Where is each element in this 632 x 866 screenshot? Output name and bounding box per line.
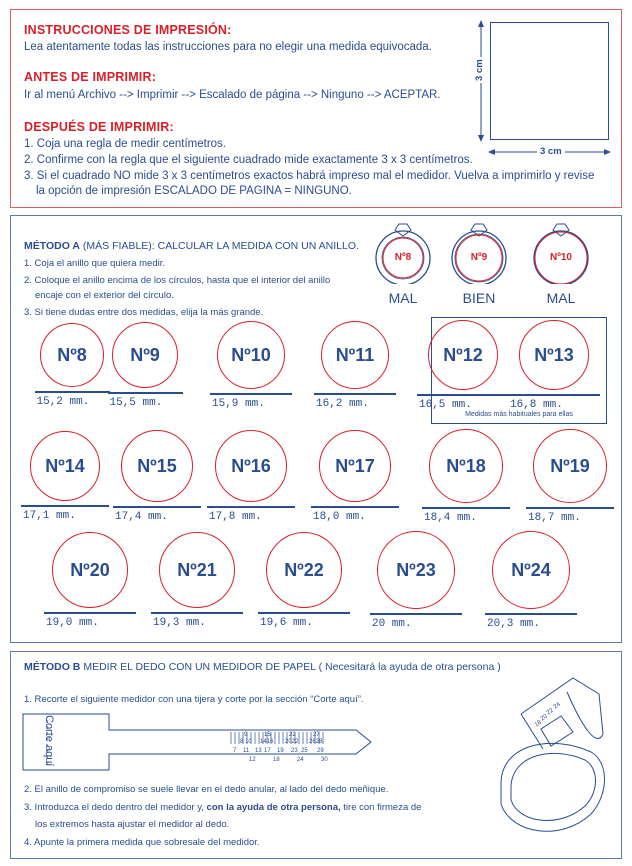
size-circle-n16	[215, 430, 287, 502]
finger-ruler-number: 18	[533, 719, 543, 729]
before-title: ANTES DE IMPRIMIR:	[24, 70, 157, 84]
size-circle-n15	[121, 430, 193, 502]
size-circle-n10	[217, 321, 285, 389]
ruler-number: 24	[297, 757, 304, 763]
size-measure-line	[311, 506, 399, 508]
after-step-3b: la opción de impresión ESCALADO DE PAGINA = NINGUNO.	[36, 185, 352, 197]
ruler-number: 15	[264, 732, 271, 738]
size-measure-line	[314, 393, 396, 395]
size-mm-label: 19,6 mm.	[260, 617, 313, 629]
size-label: Nº24	[511, 559, 551, 580]
size-circle-n12	[428, 320, 498, 390]
size-circle-n21	[159, 532, 235, 608]
method-a-step-3: 3. Si tiene dudas entre dos medidas, elija la más grande.	[24, 307, 264, 318]
size-label: Nº9	[130, 344, 160, 365]
size-label: Nº21	[177, 559, 217, 580]
example-verdict: BIEN	[462, 290, 496, 306]
method-b-title-rest: MEDIR EL DEDO CON UN MEDIDOR DE PAPEL ( Necesitará la ayuda de otra persona )	[80, 661, 501, 673]
method-b-step-3	[24, 802, 421, 813]
ruler-number: 7	[233, 748, 237, 754]
size-mm-label: 18,7 mm.	[528, 512, 581, 524]
size-mm-label: 16,2 mm.	[316, 398, 369, 410]
ruler-number: 23	[291, 748, 298, 754]
after-step-2: 2. Confirme con la regla que el siguiente cuadrado mide exactamente 3 x 3 centímetros.	[24, 154, 473, 166]
size-label: Nº11	[335, 344, 375, 365]
size-label: Nº17	[335, 455, 375, 476]
size-circle-n22	[266, 532, 342, 608]
size-mm-label: 15,2 mm.	[36, 396, 90, 408]
ruler-number: 17	[264, 748, 271, 754]
size-measure-line	[417, 394, 509, 396]
method-b-title	[24, 661, 501, 673]
size-measure-line	[151, 612, 243, 614]
ruler-number: 2628	[309, 739, 323, 745]
example-ring-1	[371, 220, 435, 310]
ruler-number: 9	[244, 732, 248, 738]
size-circle-n13	[519, 320, 589, 390]
paper-measurer	[19, 710, 379, 780]
square-label-vertical: 3 cm	[474, 59, 485, 81]
example-verdict: MAL	[546, 290, 576, 306]
size-label: Nº13	[534, 344, 574, 365]
step3-part-b: con la ayuda de otra persona,	[206, 802, 341, 813]
method-b-panel	[10, 651, 622, 859]
size-measure-line	[485, 613, 577, 615]
method-a-title-rest: (MÁS FIABLE): CALCULAR LA MEDIDA CON UN ANILLO.	[80, 240, 359, 252]
size-label: Nº15	[137, 455, 177, 476]
print-instructions-panel	[10, 9, 622, 208]
size-label: Nº8	[57, 344, 87, 365]
method-a-step-2b: encaje con el exterior del círculo.	[35, 290, 174, 301]
popular-sizes-note: Medidas más habituales para ellas	[465, 411, 573, 418]
ruler-number: 29	[317, 748, 324, 754]
method-b-step-2: 2. El anillo de compromiso se suele llevar en el dedo anular, al lado del dedo meñique.	[24, 784, 389, 795]
finger-ruler-number: 22	[545, 707, 555, 717]
method-b-title-bold: MÉTODO B	[24, 661, 81, 673]
size-measure-line	[44, 612, 136, 614]
size-label: Nº23	[396, 559, 436, 580]
size-circle-n11	[321, 321, 389, 389]
size-measure-line	[258, 612, 350, 614]
size-mm-label: 16,8 mm.	[510, 399, 563, 411]
ruler-number: 25	[301, 748, 308, 754]
before-text: Ir al menú Archivo --> Imprimir --> Escalado de página --> Ninguno --> ACEPTAR.	[24, 89, 441, 101]
size-circle-n8	[40, 323, 104, 387]
ruler-number: 27	[313, 732, 320, 738]
size-measure-line	[526, 507, 614, 509]
ruler-number: 22	[289, 732, 296, 738]
size-circle-n23	[377, 531, 455, 609]
after-step-3: 3. Si el cuadrado NO mide 3 x 3 centímetros exactos habrá impreso mal el medidor. Vuelva a imprimirlo y revise	[24, 170, 595, 182]
size-circle-n9	[112, 322, 178, 388]
size-mm-label: 19,3 mm.	[153, 617, 206, 629]
after-step-1: 1. Coja una regla de medir centímetros.	[24, 138, 226, 150]
size-measure-line	[21, 505, 109, 507]
ruler-number: 1416	[260, 739, 274, 745]
size-circle-n18	[429, 429, 503, 503]
ruler-number: 8 10	[240, 739, 252, 745]
size-mm-label: 19,0 mm.	[46, 617, 99, 629]
method-b-step-4: 4. Apunte la primera medida que sobresale del medidor.	[24, 837, 260, 848]
print-title: INSTRUCCIONES DE IMPRESIÓN:	[24, 23, 232, 37]
size-circle-n19	[533, 429, 607, 503]
step3-part-a: 3. Introduzca el dedo dentro del medidor y,	[24, 802, 207, 813]
size-measure-line	[35, 391, 110, 393]
finger-ruler-number: 24	[552, 701, 562, 711]
size-label: Nº19	[550, 455, 590, 476]
size-measure-line	[508, 394, 600, 396]
square-dimension-arrows	[471, 18, 621, 163]
size-mm-label: 16,5 mm.	[419, 399, 472, 411]
size-mm-label: 15,5 mm.	[109, 397, 163, 409]
ruler-number: 13	[255, 748, 262, 754]
size-circle-n20	[52, 532, 128, 608]
method-a-step-2: 2. Coloque el anillo encima de los círculos, hasta que el interior del anillo	[24, 275, 331, 286]
size-circle-n14	[30, 431, 100, 501]
size-mm-label: 18,4 mm.	[424, 512, 477, 524]
example-ring-label: Nº8	[394, 252, 412, 263]
size-measure-line	[210, 393, 292, 395]
size-measure-line	[422, 507, 510, 509]
size-circle-n24	[492, 531, 570, 609]
size-measure-line	[370, 613, 462, 615]
size-measure-line	[207, 506, 295, 508]
size-label: Nº14	[45, 455, 85, 476]
cut-here-label: Corte aquí	[43, 715, 55, 767]
size-label: Nº10	[231, 344, 271, 365]
size-label: Nº22	[284, 559, 324, 580]
square-label-horizontal: 3 cm	[537, 146, 565, 157]
size-circle-n17	[319, 430, 391, 502]
size-label: Nº16	[231, 455, 271, 476]
example-ring-label: Nº10	[550, 252, 572, 263]
size-measure-line	[113, 506, 201, 508]
finger-measurer-illustration	[481, 674, 621, 854]
method-b-step-3b: los extremos hasta ajustar el medidor al dedo.	[35, 819, 230, 830]
ruler-number: 2022	[285, 739, 299, 745]
size-mm-label: 17,8 mm.	[209, 511, 262, 523]
size-mm-label: 15,9 mm.	[212, 398, 265, 410]
example-ring-2	[447, 220, 511, 310]
method-b-step-1: 1. Recorte el siguiente medidor con una tijera y corte por la sección “Corte aquí”.	[24, 694, 364, 705]
size-mm-label: 18,0 mm.	[313, 511, 366, 523]
size-label: Nº20	[70, 559, 110, 580]
example-ring-3	[529, 220, 593, 310]
method-a-title-bold: MÉTODO A	[24, 240, 81, 252]
example-verdict: MAL	[388, 290, 418, 306]
after-title: DESPUÉS DE IMPRIMIR:	[24, 120, 174, 134]
size-label: Nº18	[446, 455, 486, 476]
ruler-number: 12	[249, 757, 256, 763]
size-measure-line	[108, 392, 183, 394]
step3-part-c: tire con firmeza de	[340, 802, 422, 813]
example-ring-label: Nº9	[470, 252, 488, 263]
size-mm-label: 20 mm.	[372, 618, 412, 630]
size-mm-label: 20,3 mm.	[487, 618, 540, 630]
size-label: Nº12	[443, 344, 483, 365]
print-intro: Lea atentamente todas las instrucciones para no elegir una medida equivocada.	[24, 41, 432, 53]
method-a-panel	[10, 215, 622, 643]
ruler-number: 30	[321, 757, 328, 763]
method-a-step-1: 1. Coja el anillo que quiera medir.	[24, 258, 166, 269]
ruler-number: 19	[277, 748, 284, 754]
size-mm-label: 17,1 mm.	[23, 510, 76, 522]
method-a-title	[24, 240, 359, 252]
size-mm-label: 17,4 mm.	[115, 511, 168, 523]
ruler-number: 18	[273, 757, 280, 763]
finger-ruler-number: 20	[539, 713, 549, 723]
ruler-number: 11	[243, 748, 250, 754]
